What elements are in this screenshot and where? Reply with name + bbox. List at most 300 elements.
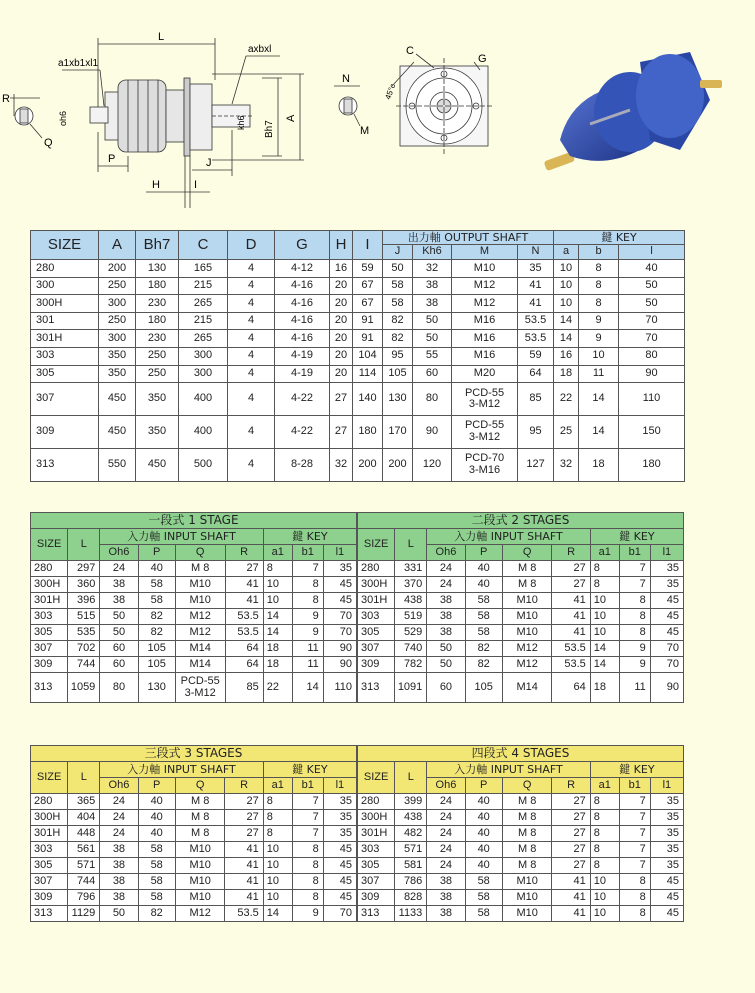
table-cell: 18 xyxy=(263,657,292,673)
table-cell: 35 xyxy=(650,561,683,577)
table-cell: 8 xyxy=(579,295,619,313)
dim-J-label: J xyxy=(206,157,212,169)
table-cell: 58 xyxy=(138,842,175,858)
table-cell: 9 xyxy=(292,609,323,625)
table-cell: 230 xyxy=(136,295,179,313)
table-cell: 4 xyxy=(228,277,275,295)
table-cell: 8 xyxy=(590,858,619,874)
table-cell: 4 xyxy=(228,383,275,416)
header-J: J xyxy=(383,244,413,259)
table-cell: 313 xyxy=(358,673,395,703)
table-row xyxy=(31,858,357,874)
table-cell: 11 xyxy=(292,657,323,673)
header-size: SIZE xyxy=(31,529,68,561)
stage-header-row xyxy=(358,762,684,778)
table-cell: 64 xyxy=(518,365,554,383)
table-row xyxy=(31,609,357,625)
table-cell: 535 xyxy=(68,625,100,641)
table-cell: 9 xyxy=(292,906,323,922)
table-cell: 64 xyxy=(225,641,263,657)
table-cell: 300 xyxy=(179,365,228,383)
header-key: 鍵 KEY xyxy=(590,529,683,545)
table-cell: 105 xyxy=(138,657,175,673)
table-cell: 404 xyxy=(68,810,100,826)
table-cell: 140 xyxy=(353,383,383,416)
header-key: 鍵 KEY xyxy=(590,762,683,778)
table-cell: 20 xyxy=(330,365,353,383)
table-cell: 8 xyxy=(590,810,619,826)
table-cell: M10 xyxy=(175,874,225,890)
table-cell: 180 xyxy=(619,448,685,481)
table-cell: 24 xyxy=(427,561,465,577)
table-cell: 50 xyxy=(413,312,452,330)
header-size: SIZE xyxy=(31,231,99,260)
table-cell: 500 xyxy=(179,448,228,481)
table-cell: 35 xyxy=(518,260,554,278)
table-cell: 7 xyxy=(619,858,650,874)
table-cell: 82 xyxy=(465,657,502,673)
table-row xyxy=(358,657,684,673)
table-cell: 303 xyxy=(31,347,99,365)
gearbox-product-image xyxy=(530,40,730,180)
table-cell: 70 xyxy=(323,625,356,641)
table-cell: 67 xyxy=(353,277,383,295)
table-cell: 24 xyxy=(100,794,138,810)
table-cell: 24 xyxy=(427,794,465,810)
table-cell: 27 xyxy=(552,858,590,874)
header-p: P xyxy=(138,545,175,561)
header-key: 鍵 KEY xyxy=(263,529,356,545)
table-cell: 45 xyxy=(323,577,356,593)
table-cell: 165 xyxy=(179,260,228,278)
table-cell: 8 xyxy=(263,826,292,842)
table-row xyxy=(358,641,684,657)
stage-header-row xyxy=(31,529,357,545)
table-cell: 38 xyxy=(100,858,138,874)
table-cell: 4 xyxy=(228,448,275,481)
side-view-drawing xyxy=(0,20,320,210)
table-cell: 9 xyxy=(619,657,650,673)
table-cell: 305 xyxy=(358,858,395,874)
table-cell: 58 xyxy=(138,858,175,874)
table-cell: M10 xyxy=(502,609,552,625)
stage-header-row xyxy=(358,529,684,545)
table-cell: 64 xyxy=(225,657,263,673)
table-row xyxy=(31,295,685,313)
table-cell: 8 xyxy=(263,794,292,810)
table-cell: 450 xyxy=(99,416,136,449)
table-cell: 8 xyxy=(292,577,323,593)
table-cell: 58 xyxy=(138,874,175,890)
table-cell: M10 xyxy=(452,260,518,278)
table-cell: 41 xyxy=(552,890,590,906)
table-cell: M 8 xyxy=(502,826,552,842)
table-cell: 35 xyxy=(650,858,683,874)
table-cell: M20 xyxy=(452,365,518,383)
table-cell: 450 xyxy=(136,448,179,481)
table-row xyxy=(31,673,357,703)
table-cell: 7 xyxy=(292,561,323,577)
table-cell: 4-16 xyxy=(275,312,330,330)
table-cell: 297 xyxy=(68,561,100,577)
table-cell: 82 xyxy=(465,641,502,657)
table-cell: 309 xyxy=(358,890,395,906)
table-cell: 301H xyxy=(31,826,68,842)
table-cell: 130 xyxy=(136,260,179,278)
header-b1: b1 xyxy=(292,545,323,561)
table-cell: 27 xyxy=(552,810,590,826)
table-cell: 8 xyxy=(590,561,619,577)
dim-L-label: L xyxy=(158,31,165,43)
table-cell: 9 xyxy=(579,330,619,348)
table-cell: M12 xyxy=(175,625,225,641)
table-cell: M12 xyxy=(452,295,518,313)
table-cell: 7 xyxy=(619,794,650,810)
table-cell: 482 xyxy=(395,826,427,842)
table-cell: 82 xyxy=(383,330,413,348)
table-cell: 300H xyxy=(31,810,68,826)
table-cell: 150 xyxy=(619,416,685,449)
header-size: SIZE xyxy=(31,762,68,794)
table-row xyxy=(31,874,357,890)
table-cell: M 8 xyxy=(502,858,552,874)
table-row xyxy=(358,794,684,810)
table-cell: 80 xyxy=(100,673,138,703)
table-cell: 4-19 xyxy=(275,347,330,365)
table-cell: 305 xyxy=(31,625,68,641)
table-cell: 4-16 xyxy=(275,295,330,313)
table-cell: 301H xyxy=(31,330,99,348)
header-q: Q xyxy=(175,778,225,794)
table-cell: 8 xyxy=(292,842,323,858)
table-cell: 8 xyxy=(263,810,292,826)
header-output-shaft: 出力軸 OUTPUT SHAFT xyxy=(383,231,554,245)
table-cell: 82 xyxy=(138,609,175,625)
table-cell: 95 xyxy=(383,347,413,365)
table-cell: 45 xyxy=(323,858,356,874)
table-cell: 53.5 xyxy=(225,625,263,641)
table-cell: 18 xyxy=(590,673,619,703)
table-cell: 27 xyxy=(330,383,353,416)
table-cell: 10 xyxy=(263,577,292,593)
table-row xyxy=(31,312,685,330)
table-row xyxy=(358,842,684,858)
table-cell: 38 xyxy=(100,842,138,858)
dim-a1xb1xl1-label: a1xb1xl1 xyxy=(58,58,99,69)
table-cell: 4-12 xyxy=(275,260,330,278)
table-cell: 11 xyxy=(619,673,650,703)
table-cell: 38 xyxy=(100,593,138,609)
table-cell: M 8 xyxy=(175,826,225,842)
table-cell: 27 xyxy=(225,794,263,810)
table-cell: 40 xyxy=(465,794,502,810)
table-cell: 350 xyxy=(99,347,136,365)
table-cell: 50 xyxy=(100,625,138,641)
table-cell: 40 xyxy=(138,794,175,810)
table-row xyxy=(358,890,684,906)
main-table-body xyxy=(31,260,685,482)
table-cell: 250 xyxy=(99,277,136,295)
table-cell: 300 xyxy=(31,277,99,295)
table-cell: 24 xyxy=(100,561,138,577)
table-cell: 110 xyxy=(619,383,685,416)
table-cell: 10 xyxy=(554,295,579,313)
table-cell: 27 xyxy=(552,842,590,858)
table-cell: 399 xyxy=(395,794,427,810)
table-cell: 4 xyxy=(228,312,275,330)
table-cell: 309 xyxy=(358,657,395,673)
table-cell: 53.5 xyxy=(225,609,263,625)
table-cell: 70 xyxy=(323,906,356,922)
table-row xyxy=(31,906,357,922)
dim-R-label: R xyxy=(2,93,10,105)
table-cell: 180 xyxy=(353,416,383,449)
table-cell: 400 xyxy=(179,383,228,416)
table-cell: 24 xyxy=(427,858,465,874)
table-cell: 8 xyxy=(590,794,619,810)
table-cell: M10 xyxy=(502,593,552,609)
header-r: R xyxy=(225,778,263,794)
header-q: Q xyxy=(502,778,552,794)
table-cell: 59 xyxy=(353,260,383,278)
dim-N-label: N xyxy=(342,73,350,85)
table-row xyxy=(358,906,684,922)
stage-title-row xyxy=(358,513,684,529)
table-cell: 38 xyxy=(413,295,452,313)
table-row xyxy=(31,347,685,365)
header-p: P xyxy=(465,545,502,561)
table-cell: 529 xyxy=(395,625,427,641)
table-cell: 35 xyxy=(323,826,356,842)
header-a1: a1 xyxy=(590,545,619,561)
table-cell: 307 xyxy=(31,641,68,657)
table-cell: 58 xyxy=(383,277,413,295)
table-cell: 24 xyxy=(427,577,465,593)
table-cell: 82 xyxy=(138,906,175,922)
table-cell: 41 xyxy=(518,277,554,295)
table-cell: 200 xyxy=(383,448,413,481)
dim-P-label: P xyxy=(108,153,116,165)
header-D: D xyxy=(228,231,275,260)
table-cell: 53.5 xyxy=(552,641,590,657)
table-cell: 10 xyxy=(590,609,619,625)
stage2-table xyxy=(357,512,684,703)
table-cell: 14 xyxy=(579,383,619,416)
table-cell: 105 xyxy=(138,641,175,657)
table-cell: 7 xyxy=(619,561,650,577)
table-cell: 7 xyxy=(619,577,650,593)
table-cell: 4-22 xyxy=(275,383,330,416)
table-cell: 45 xyxy=(650,874,683,890)
table-cell: 18 xyxy=(554,365,579,383)
table-cell: 40 xyxy=(138,810,175,826)
table-cell: 828 xyxy=(395,890,427,906)
table-cell: M12 xyxy=(502,641,552,657)
header-input-shaft: 入力軸 INPUT SHAFT xyxy=(100,529,263,545)
table-cell: 280 xyxy=(31,794,68,810)
header-p: P xyxy=(138,778,175,794)
table-cell: 1091 xyxy=(395,673,427,703)
table-row xyxy=(358,858,684,874)
table-cell: 740 xyxy=(395,641,427,657)
table-cell: 40 xyxy=(465,826,502,842)
table-cell: 60 xyxy=(427,673,465,703)
table-cell: 450 xyxy=(99,383,136,416)
table-cell: M 8 xyxy=(502,577,552,593)
table-cell: 27 xyxy=(225,826,263,842)
table-cell: 50 xyxy=(427,657,465,673)
header-l1: l1 xyxy=(323,545,356,561)
dim-kh6-label: kh6 xyxy=(236,115,246,130)
table-cell: 41 xyxy=(225,577,263,593)
table-cell: 303 xyxy=(31,842,68,858)
table-cell: 303 xyxy=(358,609,395,625)
table-cell: 70 xyxy=(619,330,685,348)
table-row xyxy=(358,810,684,826)
table-cell: 24 xyxy=(100,826,138,842)
header-oh6: Oh6 xyxy=(100,545,138,561)
table-cell: 80 xyxy=(619,347,685,365)
table-cell: 120 xyxy=(413,448,452,481)
table-cell: 550 xyxy=(99,448,136,481)
table-cell: 8 xyxy=(619,874,650,890)
table-cell: 400 xyxy=(179,416,228,449)
table-cell: 41 xyxy=(552,609,590,625)
table-cell: 82 xyxy=(383,312,413,330)
table-row xyxy=(31,826,357,842)
table-cell: 10 xyxy=(579,347,619,365)
table-cell: 38 xyxy=(427,906,465,922)
table-row xyxy=(358,593,684,609)
table-cell: 27 xyxy=(225,810,263,826)
table-cell: 50 xyxy=(427,641,465,657)
header-size: SIZE xyxy=(358,529,395,561)
table-cell: M10 xyxy=(502,890,552,906)
header-Kh6: Kh6 xyxy=(413,244,452,259)
table-cell: 301H xyxy=(31,593,68,609)
table-cell: 25 xyxy=(554,416,579,449)
table-cell: 8 xyxy=(619,906,650,922)
table-row xyxy=(31,561,357,577)
header-L: L xyxy=(68,762,100,794)
table-cell: 104 xyxy=(353,347,383,365)
table-cell: 215 xyxy=(179,312,228,330)
header-r: R xyxy=(552,545,590,561)
table-cell: 215 xyxy=(179,277,228,295)
header-p: P xyxy=(465,778,502,794)
table-cell: 70 xyxy=(323,609,356,625)
table-cell: 40 xyxy=(138,826,175,842)
table-cell: 50 xyxy=(100,609,138,625)
header-input-shaft: 入力軸 INPUT SHAFT xyxy=(100,762,263,778)
header-l1: l1 xyxy=(650,545,683,561)
header-A: A xyxy=(99,231,136,260)
header-b1: b1 xyxy=(619,778,650,794)
header-H: H xyxy=(330,231,353,260)
table-cell: 35 xyxy=(650,826,683,842)
stage-title-row xyxy=(31,513,357,529)
stage3-title: 三段式 3 STAGES xyxy=(31,746,357,762)
table-row xyxy=(358,826,684,842)
table-cell: 350 xyxy=(136,383,179,416)
table-cell: 58 xyxy=(465,874,502,890)
table-cell: M10 xyxy=(175,577,225,593)
table-row xyxy=(31,625,357,641)
table-row xyxy=(31,330,685,348)
header-size: SIZE xyxy=(358,762,395,794)
dim-I-label: I xyxy=(194,179,198,191)
table-cell: 300H xyxy=(31,295,99,313)
table-cell: M12 xyxy=(175,609,225,625)
table-cell: 41 xyxy=(552,906,590,922)
table-row xyxy=(31,383,685,416)
table-cell: 8 xyxy=(619,609,650,625)
table-cell: 41 xyxy=(552,874,590,890)
table-cell: M14 xyxy=(175,641,225,657)
table-cell: 350 xyxy=(99,365,136,383)
table-cell: 27 xyxy=(552,561,590,577)
table-cell: 14 xyxy=(579,416,619,449)
table-cell: M 8 xyxy=(175,810,225,826)
table-row xyxy=(31,890,357,906)
table-cell: 8 xyxy=(619,625,650,641)
table-cell: 45 xyxy=(323,593,356,609)
table-cell: 32 xyxy=(554,448,579,481)
table-cell: 10 xyxy=(590,890,619,906)
table-cell: 307 xyxy=(31,383,99,416)
table-cell: 41 xyxy=(225,842,263,858)
table-cell: 10 xyxy=(554,277,579,295)
table-cell: 27 xyxy=(552,577,590,593)
table-cell: 38 xyxy=(413,277,452,295)
header-b: b xyxy=(579,244,619,259)
table-cell: 90 xyxy=(650,673,683,703)
table-cell: PCD-70 3-M16 xyxy=(452,448,518,481)
table-cell: 38 xyxy=(100,577,138,593)
table-cell: 22 xyxy=(554,383,579,416)
stage1-table xyxy=(30,512,357,703)
table-cell: 280 xyxy=(31,561,68,577)
front-view-drawing xyxy=(330,40,500,170)
table-cell: 130 xyxy=(138,673,175,703)
table-cell: 360 xyxy=(68,577,100,593)
header-l: l xyxy=(619,244,685,259)
table-cell: 22 xyxy=(263,673,292,703)
table-cell: 561 xyxy=(68,842,100,858)
table-cell: 8 xyxy=(292,890,323,906)
table-cell: 24 xyxy=(427,810,465,826)
header-N: N xyxy=(518,244,554,259)
table-cell: 20 xyxy=(330,312,353,330)
table-cell: 16 xyxy=(554,347,579,365)
header-L: L xyxy=(395,762,427,794)
header-b1: b1 xyxy=(619,545,650,561)
header-L: L xyxy=(395,529,427,561)
table-cell: 38 xyxy=(100,890,138,906)
table-row xyxy=(31,365,685,383)
header-a1: a1 xyxy=(590,778,619,794)
table-cell: 41 xyxy=(225,890,263,906)
table-cell: 313 xyxy=(358,906,395,922)
table-cell: 127 xyxy=(518,448,554,481)
table-cell: 45 xyxy=(650,906,683,922)
table-cell: 80 xyxy=(413,383,452,416)
table-cell: 38 xyxy=(427,609,465,625)
stage4-table xyxy=(357,745,684,922)
table-cell: 438 xyxy=(395,593,427,609)
header-oh6: Oh6 xyxy=(100,778,138,794)
table-cell: 265 xyxy=(179,295,228,313)
